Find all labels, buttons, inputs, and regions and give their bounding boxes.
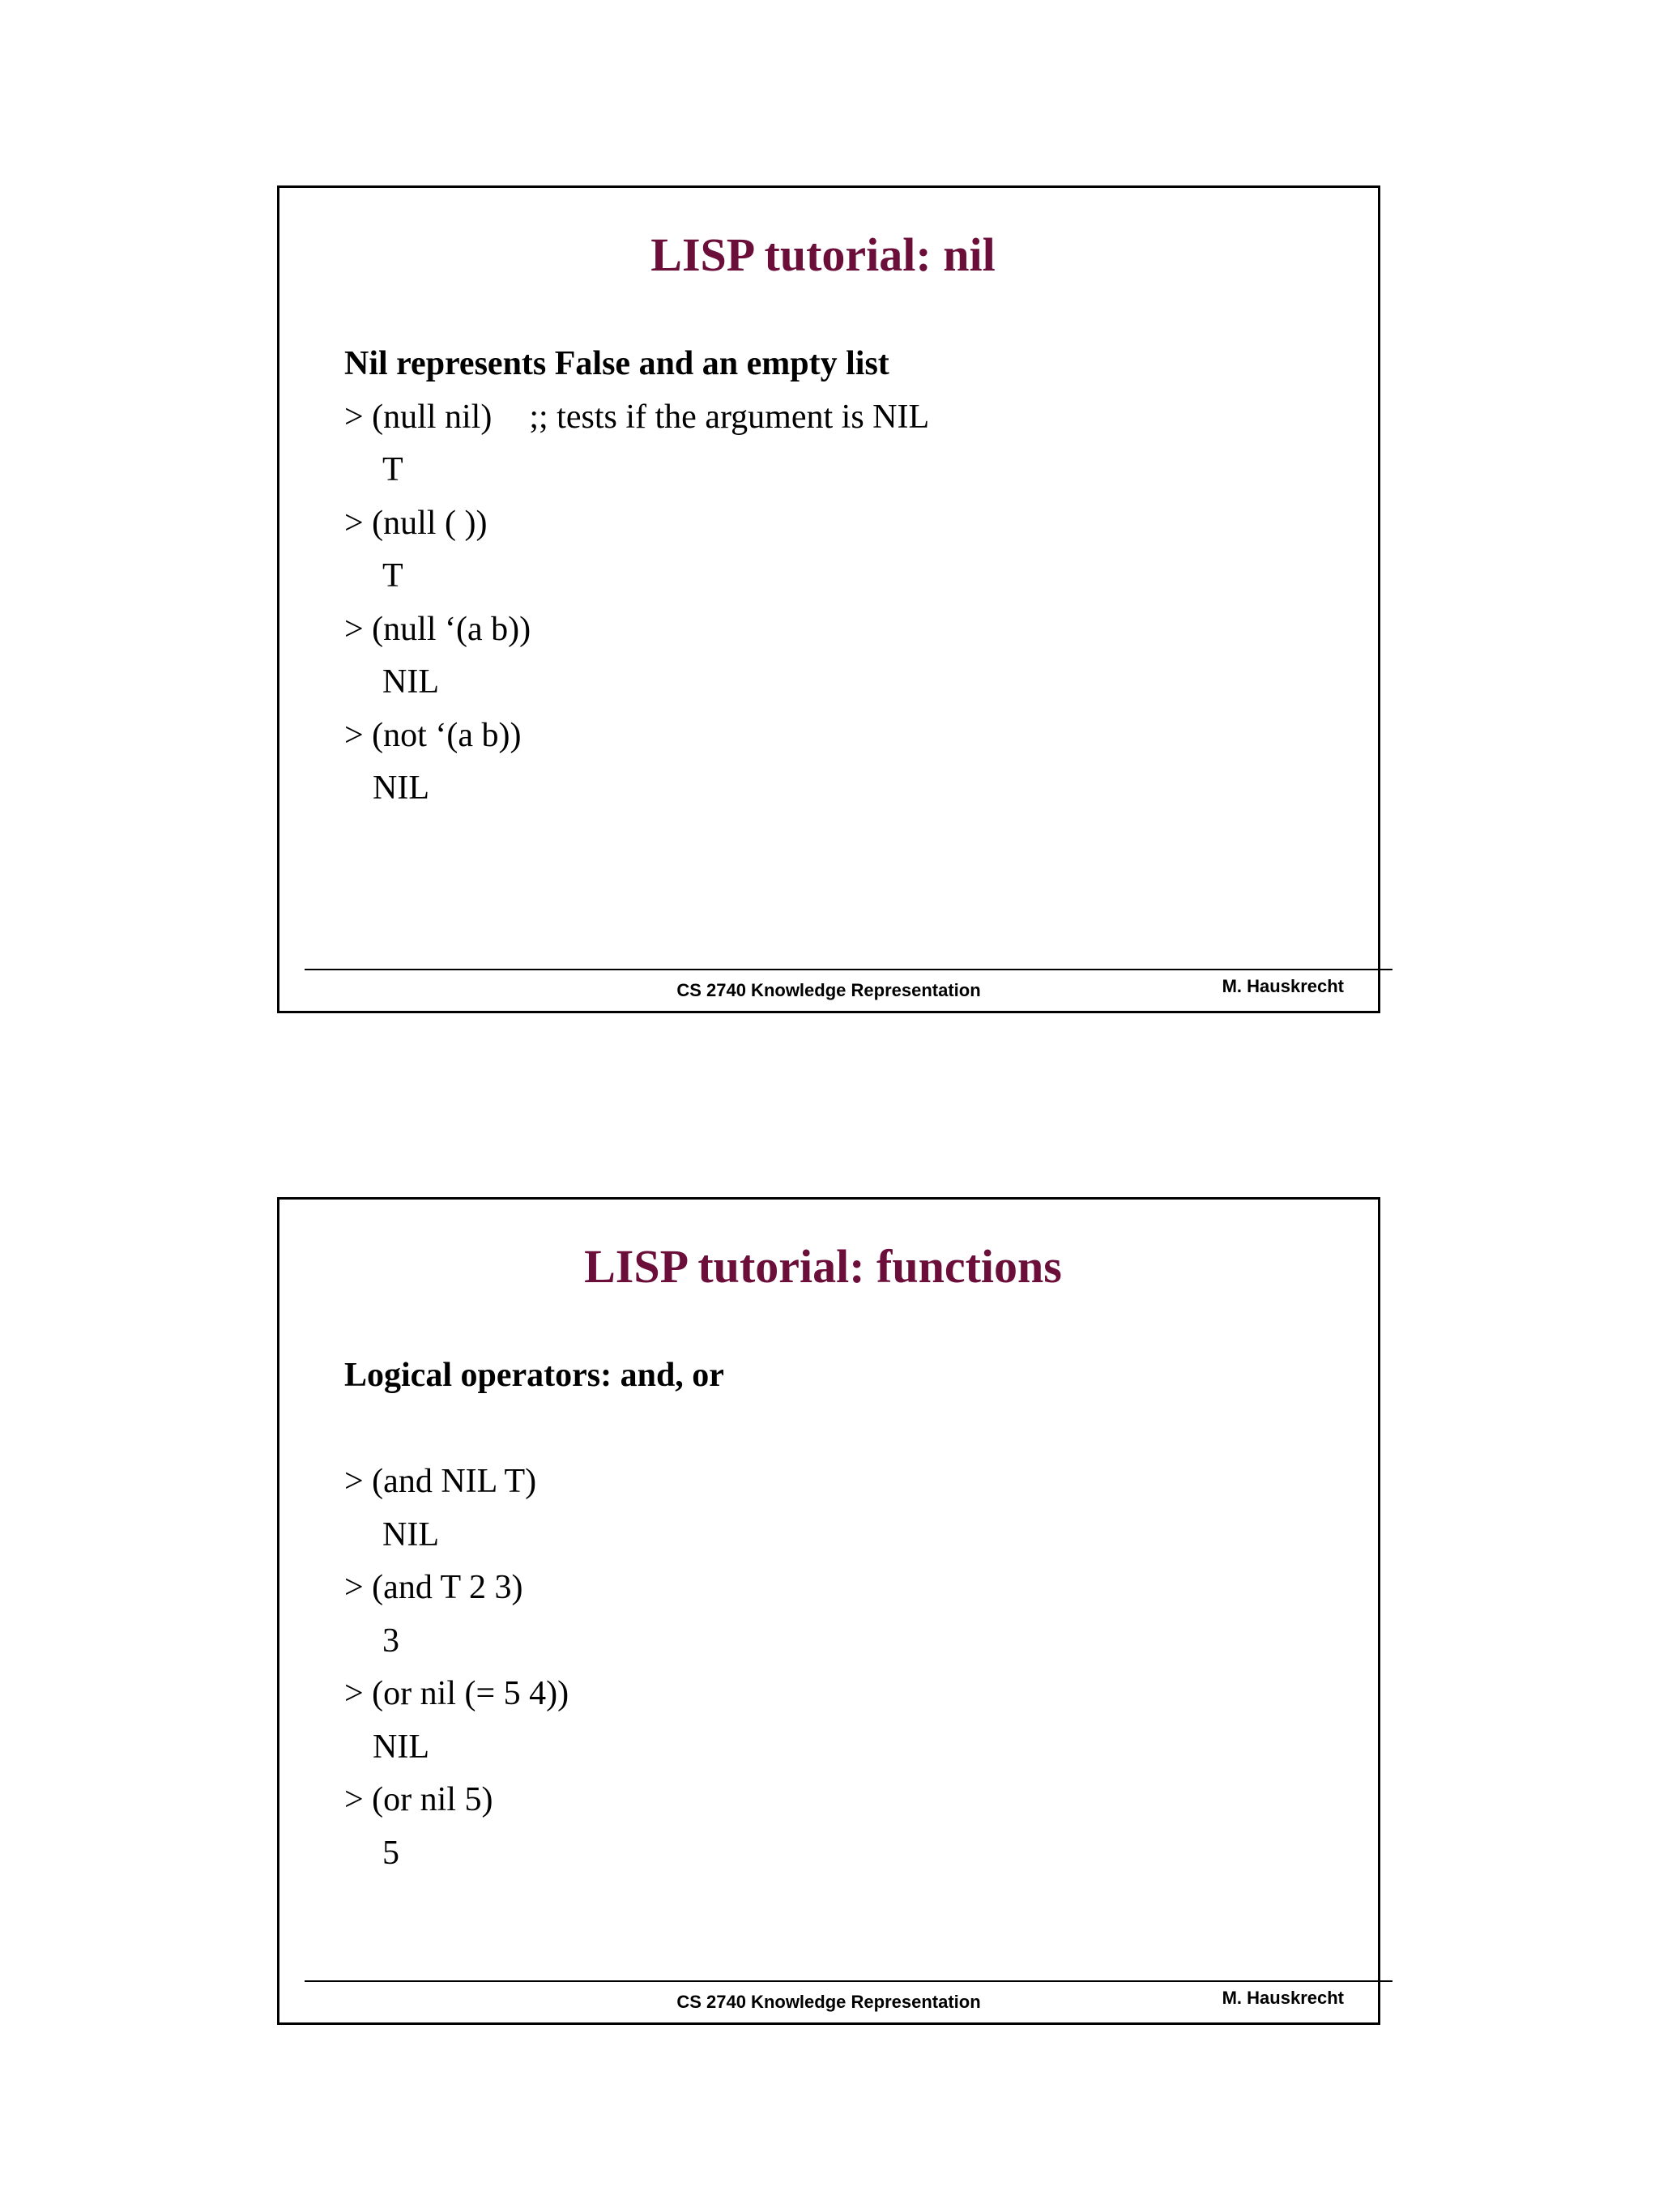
slide-body [344, 1349, 1316, 1880]
code-output: NIL [382, 663, 439, 701]
blank-line [344, 1403, 1316, 1456]
footer-divider [305, 969, 1392, 970]
code-line [344, 391, 1316, 445]
code-output: T [382, 557, 403, 595]
code-output: NIL [373, 1728, 429, 1766]
code-input: > (and NIL T) [344, 1463, 537, 1500]
footer-author: M. Hauskrecht [1222, 1988, 1344, 2008]
footer-divider [305, 1980, 1392, 1982]
slide-subtitle: Logical operators: and, or [344, 1357, 724, 1394]
code-input: > (null ‘(a b)) [344, 610, 531, 648]
code-input: > (and T 2 3) [344, 1569, 523, 1606]
footer-author: M. Hauskrecht [1222, 976, 1344, 996]
code-output: 5 [382, 1834, 399, 1872]
code-input: > (null nil) [344, 398, 493, 436]
slide-nil [277, 185, 1380, 1013]
slide-title: LISP tutorial: functions [584, 1240, 1062, 1293]
slide-subtitle: Nil represents False and an empty list [344, 345, 889, 382]
code-output: 3 [382, 1622, 399, 1660]
slide-body [344, 338, 1316, 816]
code-comment: ;; tests if the argument is NIL [529, 398, 930, 436]
code-input: > (or nil (= 5 4)) [344, 1675, 569, 1712]
footer-course: CS 2740 Knowledge Representation [676, 980, 981, 1000]
slide-functions [277, 1197, 1380, 2025]
code-input: > (null ( )) [344, 504, 488, 542]
code-input: > (not ‘(a b)) [344, 716, 522, 754]
slide-title: LISP tutorial: nil [650, 228, 996, 281]
code-input: > (or nil 5) [344, 1781, 493, 1818]
code-output: NIL [373, 769, 429, 807]
code-output: T [382, 451, 403, 488]
footer-course: CS 2740 Knowledge Representation [676, 1992, 981, 2012]
code-output: NIL [382, 1515, 439, 1554]
